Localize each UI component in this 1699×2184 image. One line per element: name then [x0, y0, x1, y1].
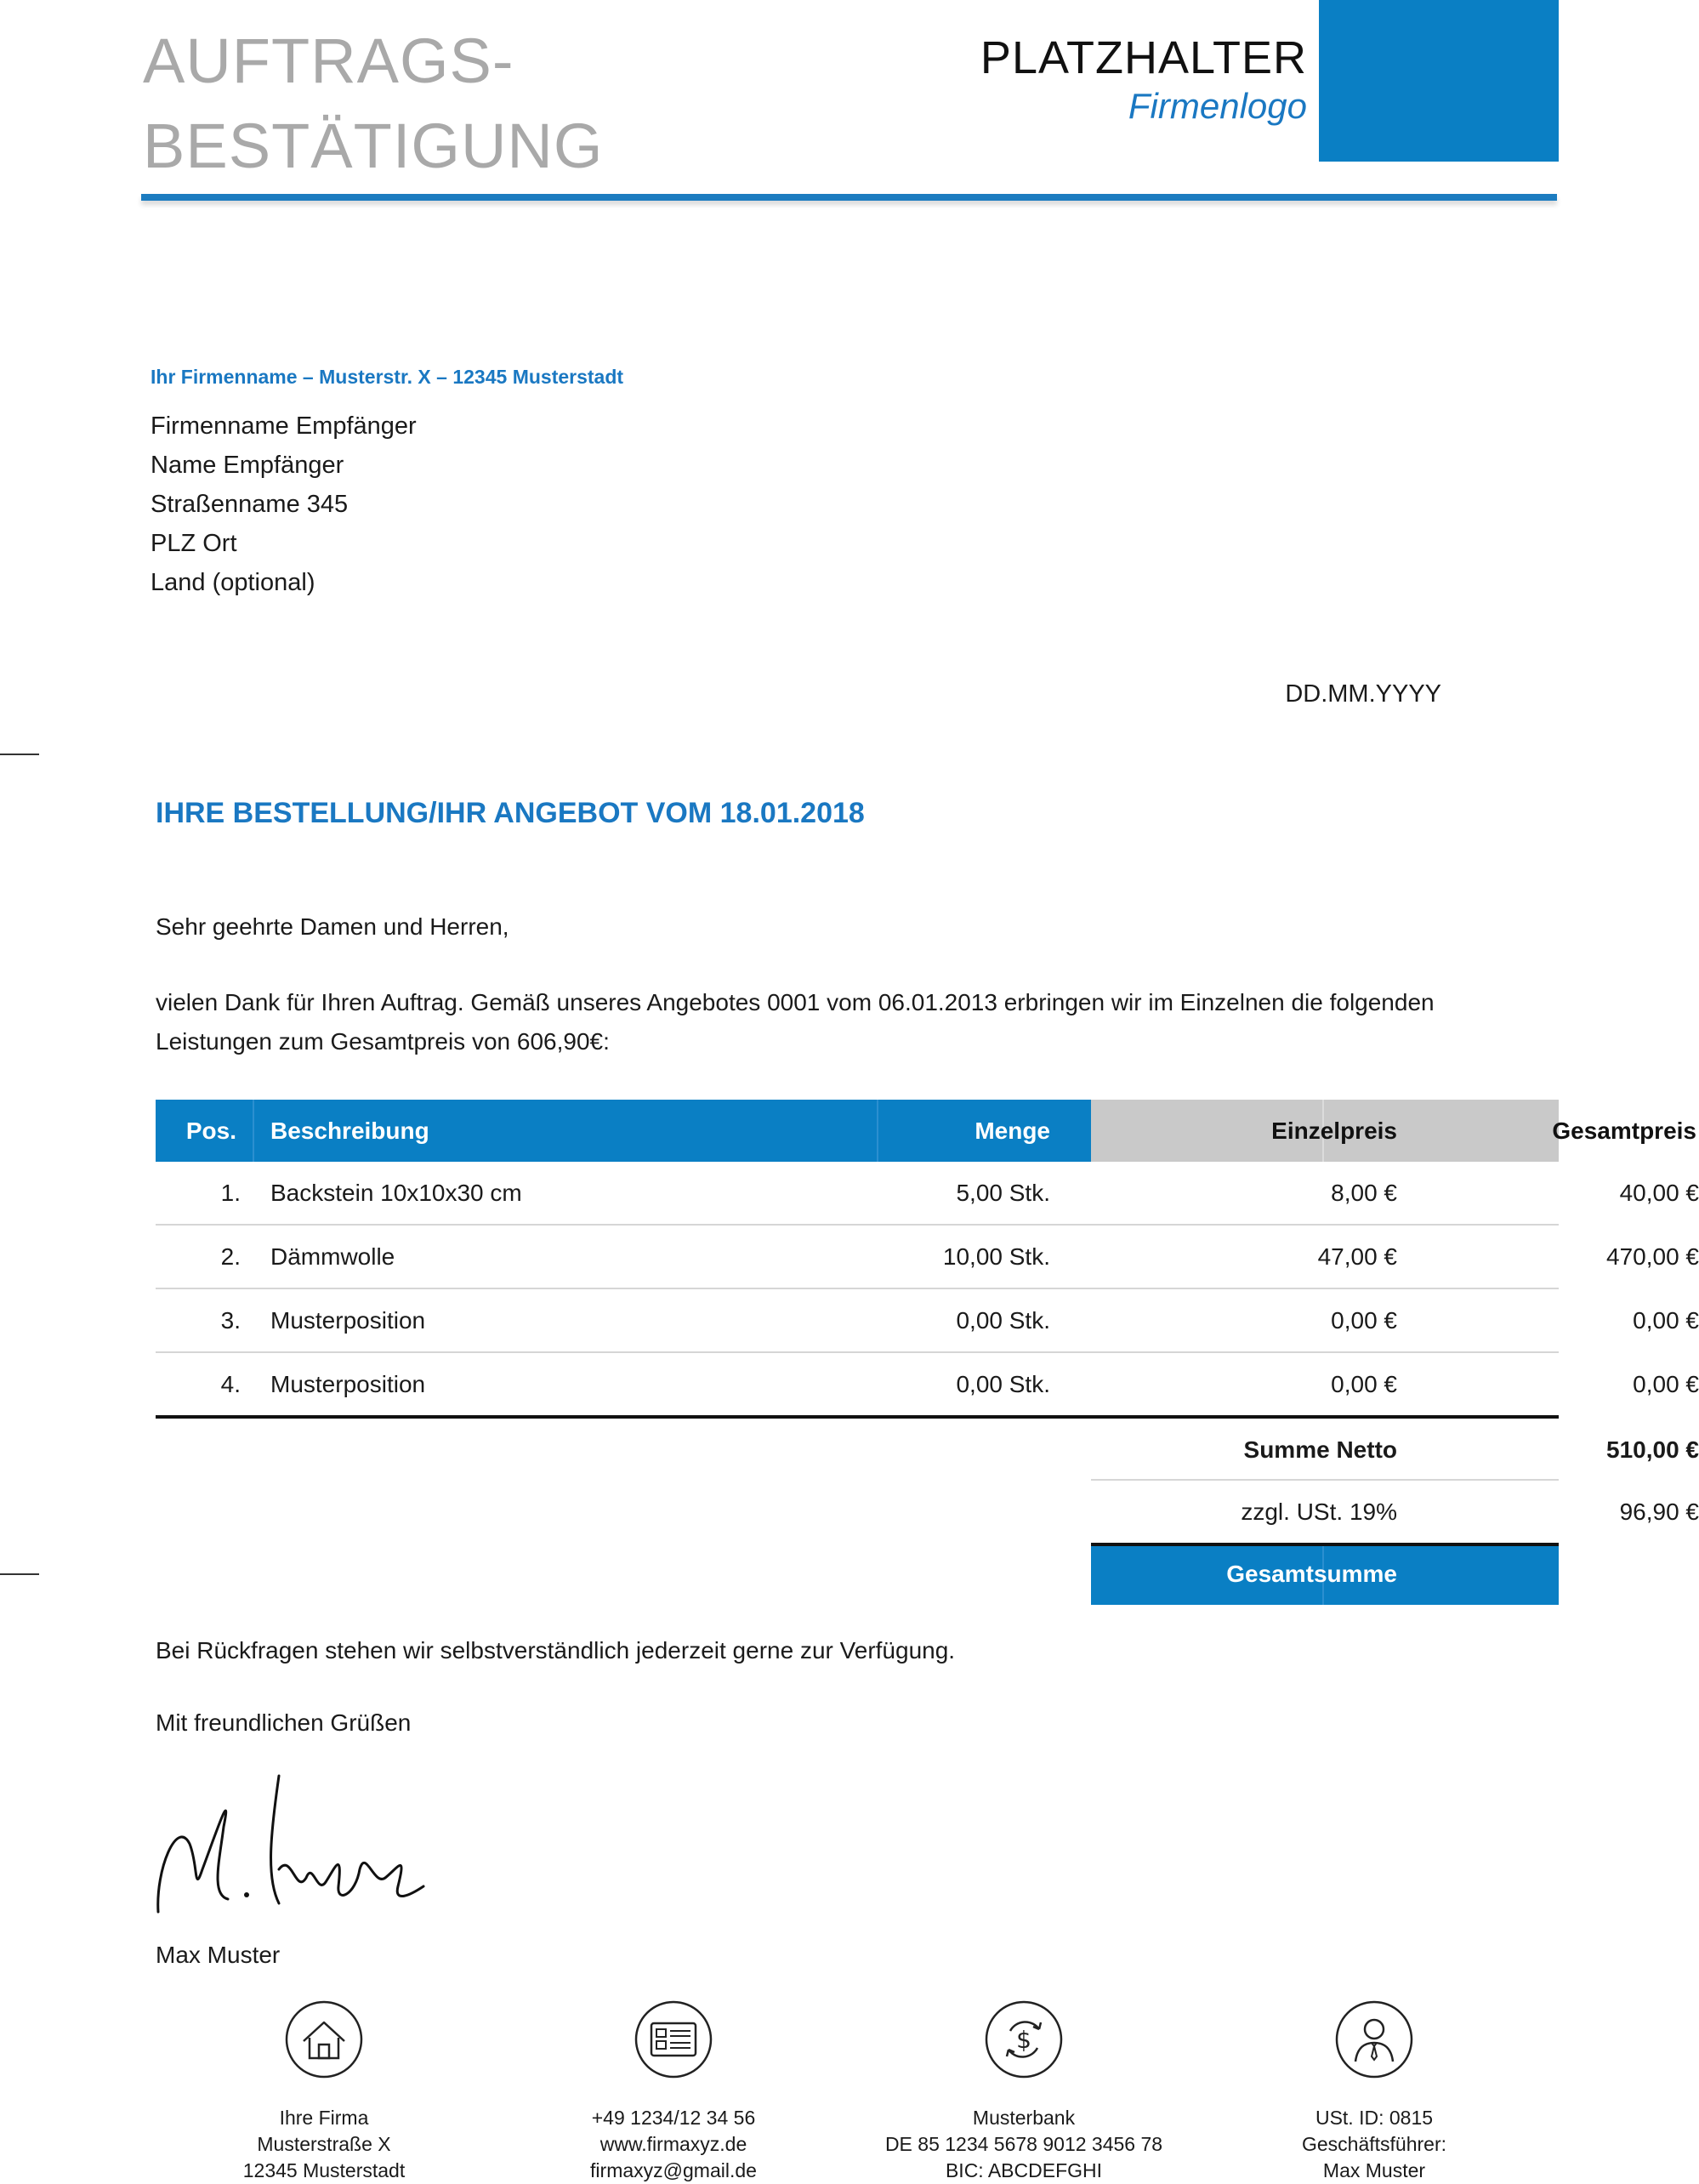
cell-unit: 47,00 €	[1317, 1243, 1397, 1270]
col-header-unit: Einzelpreis	[1271, 1118, 1397, 1144]
recipient-line: Straßenname 345	[151, 491, 349, 518]
net-sum-row	[156, 1419, 1699, 1481]
cell-pos: 2.	[220, 1243, 241, 1270]
svg-text:$: $	[1016, 2026, 1031, 2054]
contact-card-icon	[634, 2000, 713, 2079]
footer-bank	[854, 2000, 1194, 2184]
cell-qty: 10,00 Stk.	[942, 1243, 1050, 1270]
col-header-desc: Beschreibung	[270, 1118, 429, 1144]
cell-pos: 3.	[220, 1307, 241, 1334]
footer-line: USt. ID: 0815	[1315, 2107, 1434, 2129]
vat-value: 96,90 €	[1619, 1499, 1699, 1525]
footer-line: BIC: ABCDEFGHI	[945, 2159, 1103, 2181]
order-table	[156, 1100, 1699, 1605]
grand-total-value: 606,90 €	[1606, 1561, 1699, 1587]
header-rule	[141, 194, 1557, 201]
cell-total: 470,00 €	[1606, 1243, 1699, 1270]
col-header-total: Gesamtpreis	[1552, 1118, 1696, 1144]
fold-mark	[0, 1573, 39, 1575]
net-sum-value: 510,00 €	[1606, 1436, 1699, 1463]
cell-pos: 1.	[220, 1180, 241, 1206]
col-header-pos: Pos.	[185, 1118, 236, 1144]
footer-line: firmaxyz@gmail.de	[590, 2159, 757, 2181]
grand-total-label: Gesamtsumme	[1226, 1561, 1397, 1587]
table-row	[156, 1353, 1699, 1419]
sender-line: Ihr Firmenname – Musterstr. X – 12345 Musterstadt	[151, 366, 624, 388]
cell-qty: 0,00 Stk.	[956, 1371, 1050, 1397]
greeting: Sehr geehrte Damen und Herren,	[156, 913, 509, 940]
footer-line: DE 85 1234 5678 9012 3456 78	[884, 2133, 1163, 2155]
fold-mark	[0, 754, 39, 755]
footer-line: www.firmaxyz.de	[599, 2133, 747, 2155]
cell-pos: 4.	[220, 1371, 241, 1397]
footer-line: +49 1234/12 34 56	[591, 2107, 756, 2129]
title-line-1: AUFTRAGS-	[143, 26, 514, 96]
net-sum-label: Summe Netto	[1243, 1436, 1397, 1463]
footer-line: Geschäftsführer:	[1301, 2133, 1447, 2155]
table-row	[156, 1289, 1699, 1353]
footer-contact	[503, 2000, 844, 2184]
closing-regards: Mit freundlichen Grüßen	[156, 1709, 412, 1736]
grand-total-row	[156, 1543, 1699, 1605]
logo-main-text: PLATZHALTER	[980, 32, 1307, 83]
cell-qty: 5,00 Stk.	[956, 1180, 1050, 1206]
cell-unit: 8,00 €	[1331, 1180, 1397, 1206]
footer-legal	[1204, 2000, 1544, 2184]
vat-label: zzgl. USt. 19%	[1241, 1499, 1397, 1525]
footer-line: 12345 Musterstadt	[242, 2159, 406, 2181]
cell-total: 0,00 €	[1633, 1371, 1699, 1397]
vat-row	[156, 1481, 1699, 1543]
home-icon	[285, 2000, 363, 2079]
table-row	[156, 1226, 1699, 1289]
col-header-qty: Menge	[975, 1118, 1050, 1144]
document-title	[143, 19, 603, 189]
closing-sentence: Bei Rückfragen stehen wir selbstverständlich jederzeit gerne zur Verfügung.	[156, 1637, 956, 1664]
footer-line: Max Muster	[1322, 2159, 1426, 2181]
signer-name: Max Muster	[156, 1942, 281, 1968]
recipient-line: PLZ Ort	[151, 530, 237, 557]
footer-company	[154, 2000, 494, 2184]
logo-box	[1319, 0, 1559, 162]
cell-desc: Backstein 10x10x30 cm	[270, 1180, 522, 1206]
table-header	[156, 1100, 1696, 1162]
table-row	[156, 1162, 1699, 1226]
cell-desc: Dämmwolle	[270, 1243, 395, 1270]
bank-money-icon	[985, 2000, 1063, 2079]
footer-line: Musterbank	[972, 2107, 1076, 2129]
intro-paragraph: vielen Dank für Ihren Auftrag. Gemäß unseres Angebotes 0001 vom 06.01.2013 erbringen wir im Einzelnen die folgenden Leistungen zum Gesamtpreis von 606,90€:	[156, 989, 1435, 1055]
cell-unit: 0,00 €	[1331, 1371, 1397, 1397]
recipient-line: Land (optional)	[151, 569, 315, 596]
recipient-line: Name Empfänger	[151, 452, 344, 479]
cell-total: 40,00 €	[1619, 1180, 1699, 1206]
logo-sub-text: Firmenlogo	[1128, 86, 1307, 126]
manager-icon	[1335, 2000, 1413, 2079]
document-date: DD.MM.YYYY	[1285, 680, 1441, 708]
signature	[151, 1767, 440, 1929]
recipient-address	[151, 407, 417, 602]
footer-line: Musterstraße X	[257, 2133, 391, 2155]
footer-line: Ihre Firma	[279, 2107, 369, 2129]
cell-total: 0,00 €	[1633, 1307, 1699, 1334]
subject-line: IHRE BESTELLUNG/IHR ANGEBOT VOM 18.01.2018	[156, 797, 865, 829]
title-line-2: BESTÄTIGUNG	[143, 111, 604, 181]
header-separator	[253, 1100, 254, 1162]
cell-unit: 0,00 €	[1331, 1307, 1397, 1334]
cell-desc: Musterposition	[270, 1371, 426, 1397]
logo	[980, 31, 1307, 128]
cell-desc: Musterposition	[270, 1307, 426, 1334]
cell-qty: 0,00 Stk.	[956, 1307, 1050, 1334]
recipient-line: Firmenname Empfänger	[151, 412, 417, 440]
